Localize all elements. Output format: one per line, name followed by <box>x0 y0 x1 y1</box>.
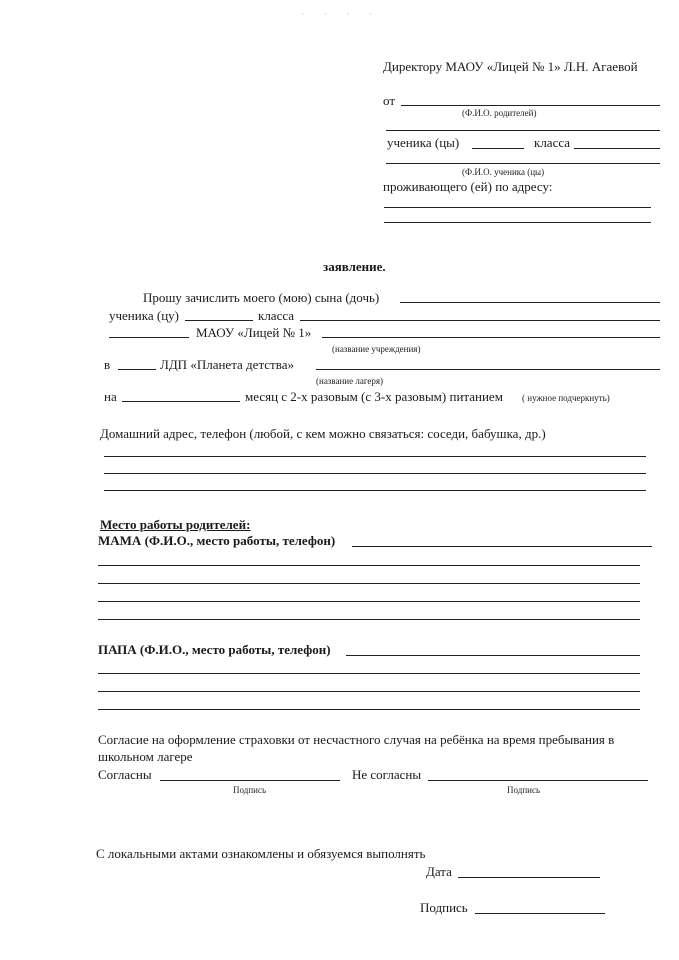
residing-label: проживающего (ей) по адресу: <box>383 179 553 194</box>
home-line-1[interactable] <box>104 456 646 457</box>
footer-signature-label: Подпись <box>420 900 468 915</box>
pupil-line[interactable] <box>472 148 524 149</box>
request-pupil-label: ученика (цу) <box>109 308 179 323</box>
disagree-signature-hint: Подпись <box>507 785 541 795</box>
mother-label: МАМА (Ф.И.О., место работы, телефон) <box>98 533 336 548</box>
bleed-through-mark: · · · · <box>300 4 380 24</box>
on-label: на <box>104 389 117 404</box>
parent-fio-hint: (Ф.И.О. родителей) <box>462 108 537 118</box>
school-hint: (название учреждения) <box>332 344 421 354</box>
pupil-label: ученика (цы) <box>387 135 460 150</box>
mother-line-4[interactable] <box>98 619 640 620</box>
pupil-fio-hint: (Ф.И.О. ученика (цы) <box>462 167 545 177</box>
pupil-name-line[interactable] <box>386 163 660 164</box>
home-line-2[interactable] <box>104 473 646 474</box>
camp-hint: (название лагеря) <box>316 376 384 386</box>
mother-line-3[interactable] <box>98 601 640 602</box>
insurance-text-1: Согласие на оформление страховки от несчастного случая на ребёнка на время пребывания в <box>98 732 615 747</box>
class-label: класса <box>534 135 571 150</box>
camp-suffix-line[interactable] <box>316 369 660 370</box>
agree-label: Согласны <box>98 767 152 782</box>
month-line[interactable] <box>122 401 240 402</box>
father-line-0[interactable] <box>346 655 640 656</box>
meals-hint: ( нужное подчеркнуть) <box>522 393 610 403</box>
date-line[interactable] <box>458 877 600 878</box>
agree-signature-hint: Подпись <box>233 785 267 795</box>
address-line-1[interactable] <box>384 207 651 208</box>
father-line-2[interactable] <box>98 691 640 692</box>
disagree-label: Не согласны <box>352 767 422 782</box>
disagree-signature-line[interactable] <box>428 780 648 781</box>
mother-line-2[interactable] <box>98 583 640 584</box>
school-name: МАОУ «Лицей № 1» <box>196 325 312 340</box>
insurance-text-2: школьном лагере <box>98 749 193 764</box>
father-line-3[interactable] <box>98 709 640 710</box>
mother-line-0[interactable] <box>352 546 652 547</box>
parent-name-line-2[interactable] <box>386 130 660 131</box>
class-line[interactable] <box>574 148 660 149</box>
request-line-1: Прошу зачислить моего (мою) сына (дочь) <box>143 290 380 305</box>
parent-name-line[interactable] <box>401 105 660 106</box>
work-heading: Место работы родителей: <box>100 517 251 532</box>
school-prefix-line[interactable] <box>109 337 189 338</box>
agree-signature-line[interactable] <box>160 780 340 781</box>
father-line-1[interactable] <box>98 673 640 674</box>
home-line-3[interactable] <box>104 490 646 491</box>
request-class-label: класса <box>258 308 295 323</box>
request-class-line[interactable] <box>300 320 660 321</box>
footer-signature-line[interactable] <box>475 913 605 914</box>
request-pupil-line[interactable] <box>185 320 253 321</box>
home-label: Домашний адрес, телефон (любой, с кем можно связаться: соседи, бабушка, др.) <box>100 426 546 441</box>
from-label: от <box>383 93 396 108</box>
addressee: Директору МАОУ «Лицей № 1» Л.Н. Агаевой <box>383 59 638 74</box>
document-title: заявление. <box>323 259 386 274</box>
child-name-line[interactable] <box>400 302 660 303</box>
camp-name: ЛДП «Планета детства» <box>160 357 294 372</box>
address-line-2[interactable] <box>384 222 651 223</box>
acts-text: С локальными актами ознакомлены и обязуемся выполнять <box>96 846 426 861</box>
mother-line-1[interactable] <box>98 565 640 566</box>
meals-text: месяц с 2-х разовым (с 3-х разовым) питанием <box>245 389 503 404</box>
camp-prefix-line[interactable] <box>118 369 156 370</box>
date-label: Дата <box>426 864 452 879</box>
father-label: ПАПА (Ф.И.О., место работы, телефон) <box>98 642 331 657</box>
school-suffix-line[interactable] <box>322 337 660 338</box>
in-label: в <box>104 357 111 372</box>
